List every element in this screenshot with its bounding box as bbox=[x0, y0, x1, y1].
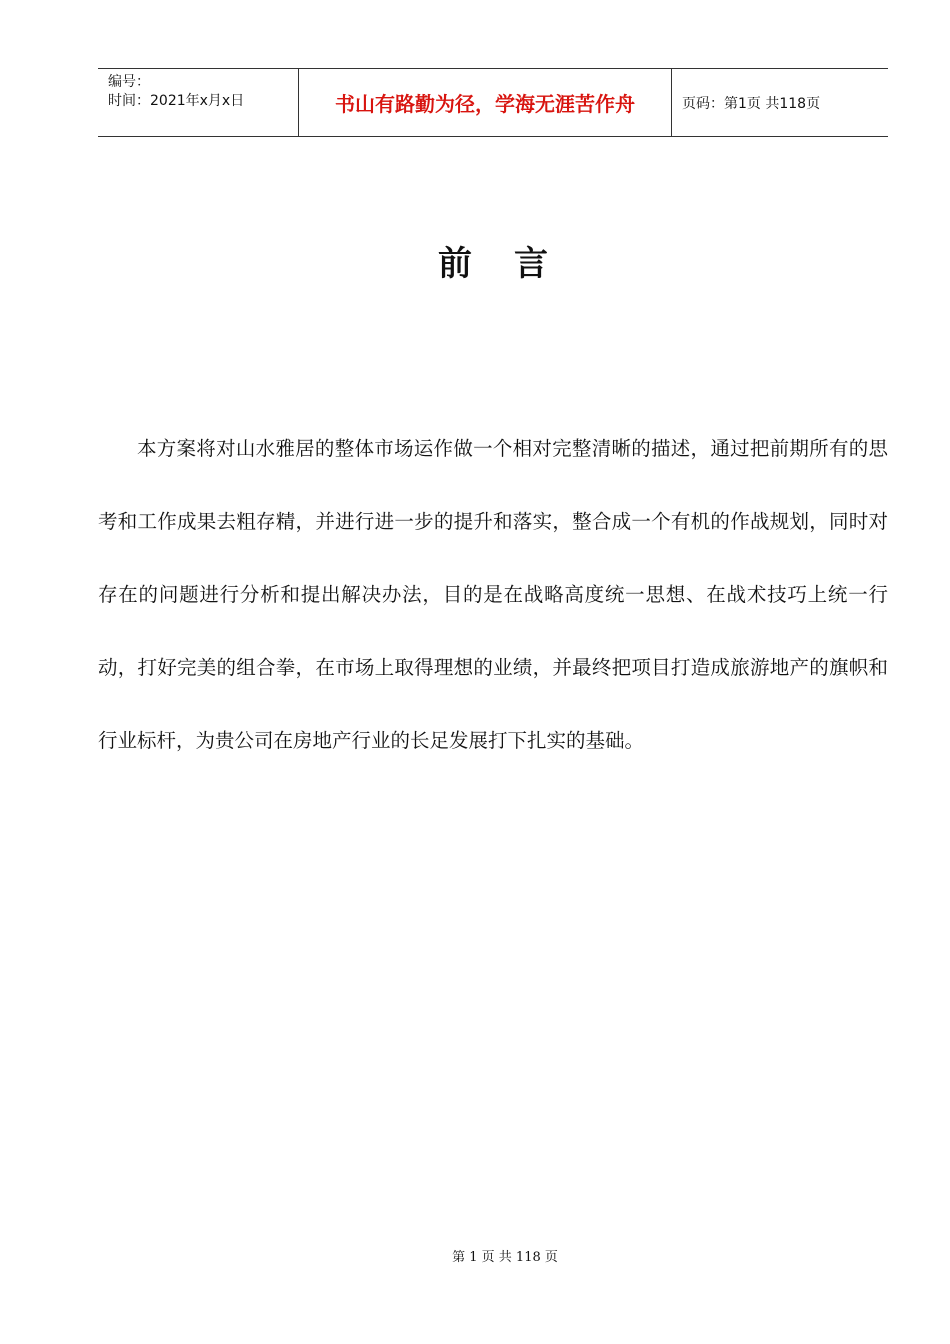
body-paragraph: 本方案将对山水雅居的整体市场运作做一个相对完整清晰的描述，通过把前期所有的思考和工作成果去粗存精，并进行进一步的提升和落实，整合成一个有机的作战规划，同时对存在的问题进行分析和提出解决办法，目的是在战略高度统一思想、在战术技巧上统一行动，打好完美的组合拳，在市场上取得理想的业绩，并最终把项目打造成旅游地产的旗帜和行业标杆，为贵公司在房地产行业的长足发展打下扎实的基础。 bbox=[98, 437, 888, 752]
time-label: 时间：2021年x月x日 bbox=[108, 93, 245, 109]
page-footer: 第 1 页 共 118 页 bbox=[452, 1250, 558, 1265]
page-info: 页码：第1页 共118页 bbox=[682, 95, 821, 112]
number-label: 编号： bbox=[108, 74, 150, 90]
motto-text: 书山有路勤为径，学海无涯苦作舟 bbox=[299, 69, 672, 136]
body-paragraph-container bbox=[98, 412, 888, 777]
title-char-2: 言 bbox=[514, 244, 548, 284]
page-title bbox=[0, 236, 950, 285]
title-char-1: 前 bbox=[438, 244, 472, 284]
header-table bbox=[98, 68, 888, 137]
header-meta-cell bbox=[98, 69, 299, 136]
